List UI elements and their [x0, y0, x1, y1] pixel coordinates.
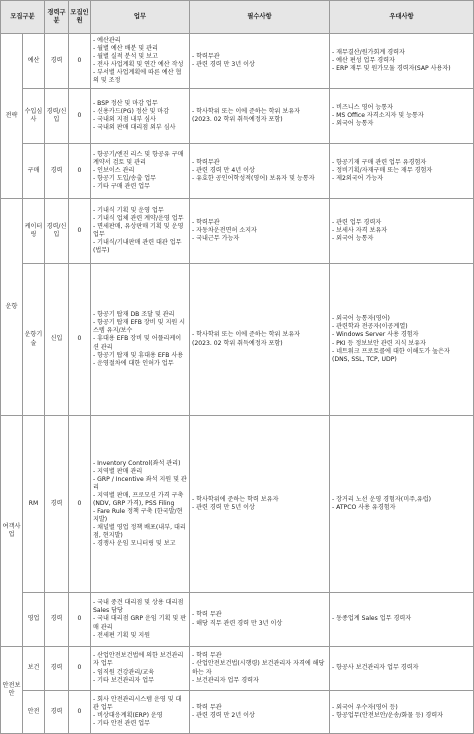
list-item: - 외국어 우수자(영어 등)	[332, 703, 398, 711]
required-cell	[190, 647, 330, 691]
career-type: 경력	[45, 144, 69, 199]
list-item: - 정비기획/자재구매 또는 재무 경험자	[332, 166, 433, 174]
headcount: 0	[69, 264, 91, 416]
table-row	[1, 144, 474, 199]
preferred-cell	[330, 144, 474, 199]
list-item: - Fare Rule 정책 구축 (한국발/현지발)	[93, 508, 183, 524]
position-name: 보건	[23, 647, 45, 691]
list-item: - 항공기/엔진 리스 및 항공유 구매 계약서 검토 및 관리	[93, 150, 184, 166]
item-list	[93, 207, 187, 255]
list-item: - 지역별 판매 관리	[93, 467, 143, 475]
duties-cell	[91, 89, 190, 144]
list-item: - 기타 구매 관련 업무	[93, 183, 151, 191]
preferred-cell	[330, 691, 474, 734]
list-item: - 동종업계 Sales 업무 경력자	[332, 615, 412, 623]
preferred-cell	[330, 647, 474, 691]
table-row	[1, 89, 474, 144]
preferred-cell	[330, 34, 474, 89]
list-item: - 기내식/기내판매 관련 대관 업무(법무)	[93, 239, 182, 255]
position-name: 안전	[23, 691, 45, 734]
list-item: - Windows Server 사용 경험자	[332, 331, 419, 339]
item-list	[93, 460, 187, 548]
list-item: - 인보이스 관리	[93, 166, 135, 174]
career-type: 경력	[45, 647, 69, 691]
list-item: - 외국어 능통자	[332, 120, 374, 128]
list-item: - 관련 경력 만 3년 이상	[192, 61, 255, 68]
preferred-cell	[330, 89, 474, 144]
duties-cell	[91, 691, 190, 734]
item-list	[332, 615, 471, 623]
list-item: - MS Office 자격소지자 및 능통자	[332, 111, 424, 119]
list-item: - 회사 안전관리시스템 운영 및 대관 업무	[93, 695, 182, 711]
preferred-cell	[330, 199, 474, 264]
list-item: - 관련학과 전공자(이공계열)	[332, 323, 408, 331]
list-item: - 외국어 능통자(영어)	[332, 315, 390, 323]
list-item: - 면세판매, 유상판매 기획 및 운영 업무	[93, 222, 184, 238]
item-list	[332, 219, 471, 243]
item-list	[93, 37, 187, 85]
table-row	[1, 199, 474, 264]
headcount: 0	[69, 199, 91, 264]
list-item: - 항공기 도입/송출 업무	[93, 175, 157, 183]
list-item: - ERP 재무 및 원가모듈 경력자(SAP 사용자)	[332, 65, 451, 73]
list-item: - 외국어 능통자	[332, 235, 374, 243]
duties-cell	[91, 593, 190, 647]
list-item: - 학력 무관	[192, 652, 222, 660]
item-list	[93, 599, 187, 639]
position-name: 구매	[23, 144, 45, 199]
table-row	[1, 34, 474, 89]
list-item: - 제2외국어 가능자	[332, 175, 384, 183]
list-item: - 산업안전보건법에 의한 보건관리자 업무	[93, 652, 184, 668]
headcount: 0	[69, 144, 91, 199]
list-item: (2023. 02 학위 취득예정자 포함)	[192, 339, 283, 347]
required-cell	[190, 144, 330, 199]
list-item: - 기내식 기획 및 운영 업무	[93, 206, 164, 214]
item-list	[332, 49, 471, 73]
position-name: 예산	[23, 34, 45, 89]
list-item: - ATPCO 사용 유경험자	[332, 504, 396, 511]
list-item: - 경쟁사 운임 모니터링 및 보고	[93, 540, 176, 548]
item-list	[192, 108, 327, 124]
required-cell	[190, 416, 330, 593]
career-type: 경력	[45, 691, 69, 734]
list-item: - 네트워크 프로토콜에 대한 이해도가 높은자	[332, 347, 450, 355]
list-item: - 학사학위 또는 이에 준하는 학위 보유자	[192, 107, 301, 115]
item-list	[93, 100, 187, 132]
list-item: - 기타 보건관리자 업무	[93, 676, 154, 684]
list-item: - 예산 편성 업무 경력자	[332, 56, 395, 64]
table-row	[1, 593, 474, 647]
list-item: - 자동차운전면허 소지자	[192, 226, 257, 234]
header-category: 모집구분	[1, 1, 45, 34]
list-item: - 학력무관	[192, 52, 220, 60]
list-item: - 채널별 영업 정책 배포(내부, 대리점, 현지발)	[93, 524, 186, 540]
list-item: - 예산관리	[93, 36, 121, 44]
preferred-cell	[330, 593, 474, 647]
group-label: 여객사업	[1, 416, 23, 647]
list-item: - 항공기 탑재 및 휴대용 EFB 사용	[93, 351, 184, 359]
headcount: 0	[69, 34, 91, 89]
list-item: - 항공기재 구매 관련 업무 유경험자	[332, 158, 427, 166]
list-item: - 재무결산/원가회계 경력자	[332, 48, 405, 56]
header-preferred: 우대사항	[330, 1, 474, 34]
career-type: 신입	[45, 264, 69, 416]
duties-cell	[91, 34, 190, 89]
required-cell	[190, 89, 330, 144]
list-item: - 비즈니스 영어 능통자	[332, 103, 393, 111]
list-item: - 장거리 노선 운영 경험자(미주,유럽)	[332, 495, 432, 503]
list-item: - 학사학위 또는 이에 준하는 학위 보유자	[192, 331, 301, 339]
list-item: - 국내외 판매 대리점 외부 심사	[93, 124, 176, 132]
list-item: - GRP / Incentive 좌석 지원 및 관리	[93, 475, 187, 491]
item-list	[192, 331, 327, 347]
list-item: - 전세편 기획 및 지원	[93, 631, 151, 639]
preferred-cell	[330, 264, 474, 416]
list-item: - 기내식 업체 관련 계약/운영 업무	[93, 214, 184, 222]
duties-cell	[91, 144, 190, 199]
table-row	[1, 647, 474, 691]
duties-cell	[91, 264, 190, 416]
item-list	[192, 652, 327, 684]
item-list	[192, 53, 327, 69]
list-item: - 항공사 보건관리자 업무 경력자	[332, 664, 419, 672]
list-item: - 관련 경력 만 5년 이상	[192, 504, 255, 511]
list-item: (2023. 02 학위 취득예정자 포함)	[192, 116, 283, 123]
list-item: - 유효한 공인어학성적(영어) 보유자 및 능통자	[192, 175, 315, 183]
headcount: 0	[69, 647, 91, 691]
list-item: - 보건관리자 업무 경력자	[192, 676, 259, 684]
item-list	[332, 664, 471, 672]
list-item: - BSP 정산 및 마감 업무	[93, 99, 158, 107]
list-item: - 비상대응계획(ERP) 운영	[93, 712, 163, 719]
list-item: - 기타 안전 관련 업무	[93, 720, 151, 728]
table-row	[1, 416, 474, 593]
header-career-type: 경력구분	[45, 1, 69, 34]
list-item: - 월별 예산 배분 및 관리	[93, 44, 158, 52]
preferred-cell	[330, 416, 474, 593]
item-list	[332, 704, 471, 720]
career-type: 경력	[45, 416, 69, 593]
list-item: - 신용카드(PG) 정산 및 마감	[93, 107, 170, 115]
group-label: 전략	[1, 34, 23, 199]
item-list	[192, 611, 327, 627]
item-list	[93, 311, 187, 367]
position-name: 운항기술	[23, 264, 45, 416]
headcount: 0	[69, 89, 91, 144]
list-item: - 국내외 지점 내부 심사	[93, 116, 156, 123]
position-name: 케이터링	[23, 199, 45, 264]
group-label: 운항	[1, 199, 23, 416]
list-item: - 임직원 건강관리/교육	[93, 668, 155, 676]
position-name: 수입심사	[23, 89, 45, 144]
list-item: - 월별 실적 분석 및 보고	[93, 52, 158, 60]
item-list	[192, 159, 327, 183]
headcount: 0	[69, 416, 91, 593]
list-item: - 관련 경력 만 4년 이상	[192, 166, 255, 174]
duties-cell	[91, 647, 190, 691]
list-item: - 항공기 탑재 EFB 장비 및 지원 시스템 유지/보수	[93, 319, 186, 335]
list-item: - Inventory Control(좌석 관리)	[93, 459, 181, 467]
list-item: - 산업안전보건법(시행령) 보건관리자 자격에 해당하는 자	[192, 660, 325, 676]
list-item: - 해당 직무 관련 경력 만 3년 이상	[192, 619, 283, 627]
item-list	[192, 496, 327, 512]
list-item: - 학력 무관	[192, 703, 222, 711]
list-item: - 국내 대리점 GRP 운임 기획 및 판매 관리	[93, 615, 187, 631]
required-cell	[190, 34, 330, 89]
list-item: - 관련 업무 경력자	[332, 218, 382, 226]
list-item: (DNS, SSL, TCP, UDP)	[332, 355, 397, 363]
list-item: - 휴대용 EFB 장비 및 어플리케이션 관리	[93, 335, 182, 351]
item-list	[332, 315, 471, 363]
list-item: - 보세사 자격 보유자	[332, 226, 388, 234]
list-item: - 지역별 판매, 프로모션 가격 구축(NDV, GRP 가격), PSS Filing	[93, 491, 184, 507]
item-list	[192, 219, 327, 243]
list-item: - 학력무관	[192, 158, 220, 166]
career-type: 경력/신입	[45, 199, 69, 264]
duties-cell	[91, 199, 190, 264]
required-cell	[190, 199, 330, 264]
career-type: 경력	[45, 34, 69, 89]
header-duties: 업무	[91, 1, 190, 34]
career-type: 경력/신입	[45, 89, 69, 144]
list-item: - 국내근무 가능자	[192, 235, 240, 243]
list-item: - 학력무관	[192, 218, 220, 226]
table-row	[1, 691, 474, 734]
list-item: - 국내 중견 대리점 및 상용 대리점 Sales 담당	[93, 599, 184, 615]
item-list	[332, 159, 471, 183]
position-name: RM	[23, 416, 45, 593]
duties-cell	[91, 416, 190, 593]
headcount: 0	[69, 593, 91, 647]
list-item: - 항공기 탑재 DB 조달 및 관리	[93, 311, 175, 319]
career-type: 경력	[45, 593, 69, 647]
header-row	[1, 1, 474, 34]
item-list	[332, 104, 471, 128]
item-list	[93, 696, 187, 728]
list-item: - 운영절차에 대한 인허가 업무	[93, 359, 174, 367]
group-label: 안전보안	[1, 647, 23, 734]
position-name: 영업	[23, 593, 45, 647]
list-item: - 학사학위에 준하는 학력 보유자	[192, 495, 279, 503]
list-item: - 학력 무관	[192, 611, 222, 619]
list-item: - 부서별 사업계획에 따른 예산 협의 및 조정	[93, 69, 182, 85]
item-list	[93, 151, 187, 191]
list-item: - PKI 등 정보보안 관련 지식 보유자	[332, 339, 426, 347]
item-list	[332, 496, 471, 512]
list-item: - 관련 경력 만 2년 이상	[192, 712, 255, 719]
list-item: - 전사 사업계획 및 연간 예산 작성	[93, 61, 184, 68]
required-cell	[190, 691, 330, 734]
item-list	[192, 704, 327, 720]
table-row	[1, 264, 474, 416]
item-list	[93, 652, 187, 684]
headcount: 0	[69, 691, 91, 734]
header-required: 필수사항	[190, 1, 330, 34]
header-headcount: 모집인원	[69, 1, 91, 34]
list-item: - 항공업무(안전보안/운송/화물 등) 경력자	[332, 712, 444, 719]
required-cell	[190, 264, 330, 416]
required-cell	[190, 593, 330, 647]
